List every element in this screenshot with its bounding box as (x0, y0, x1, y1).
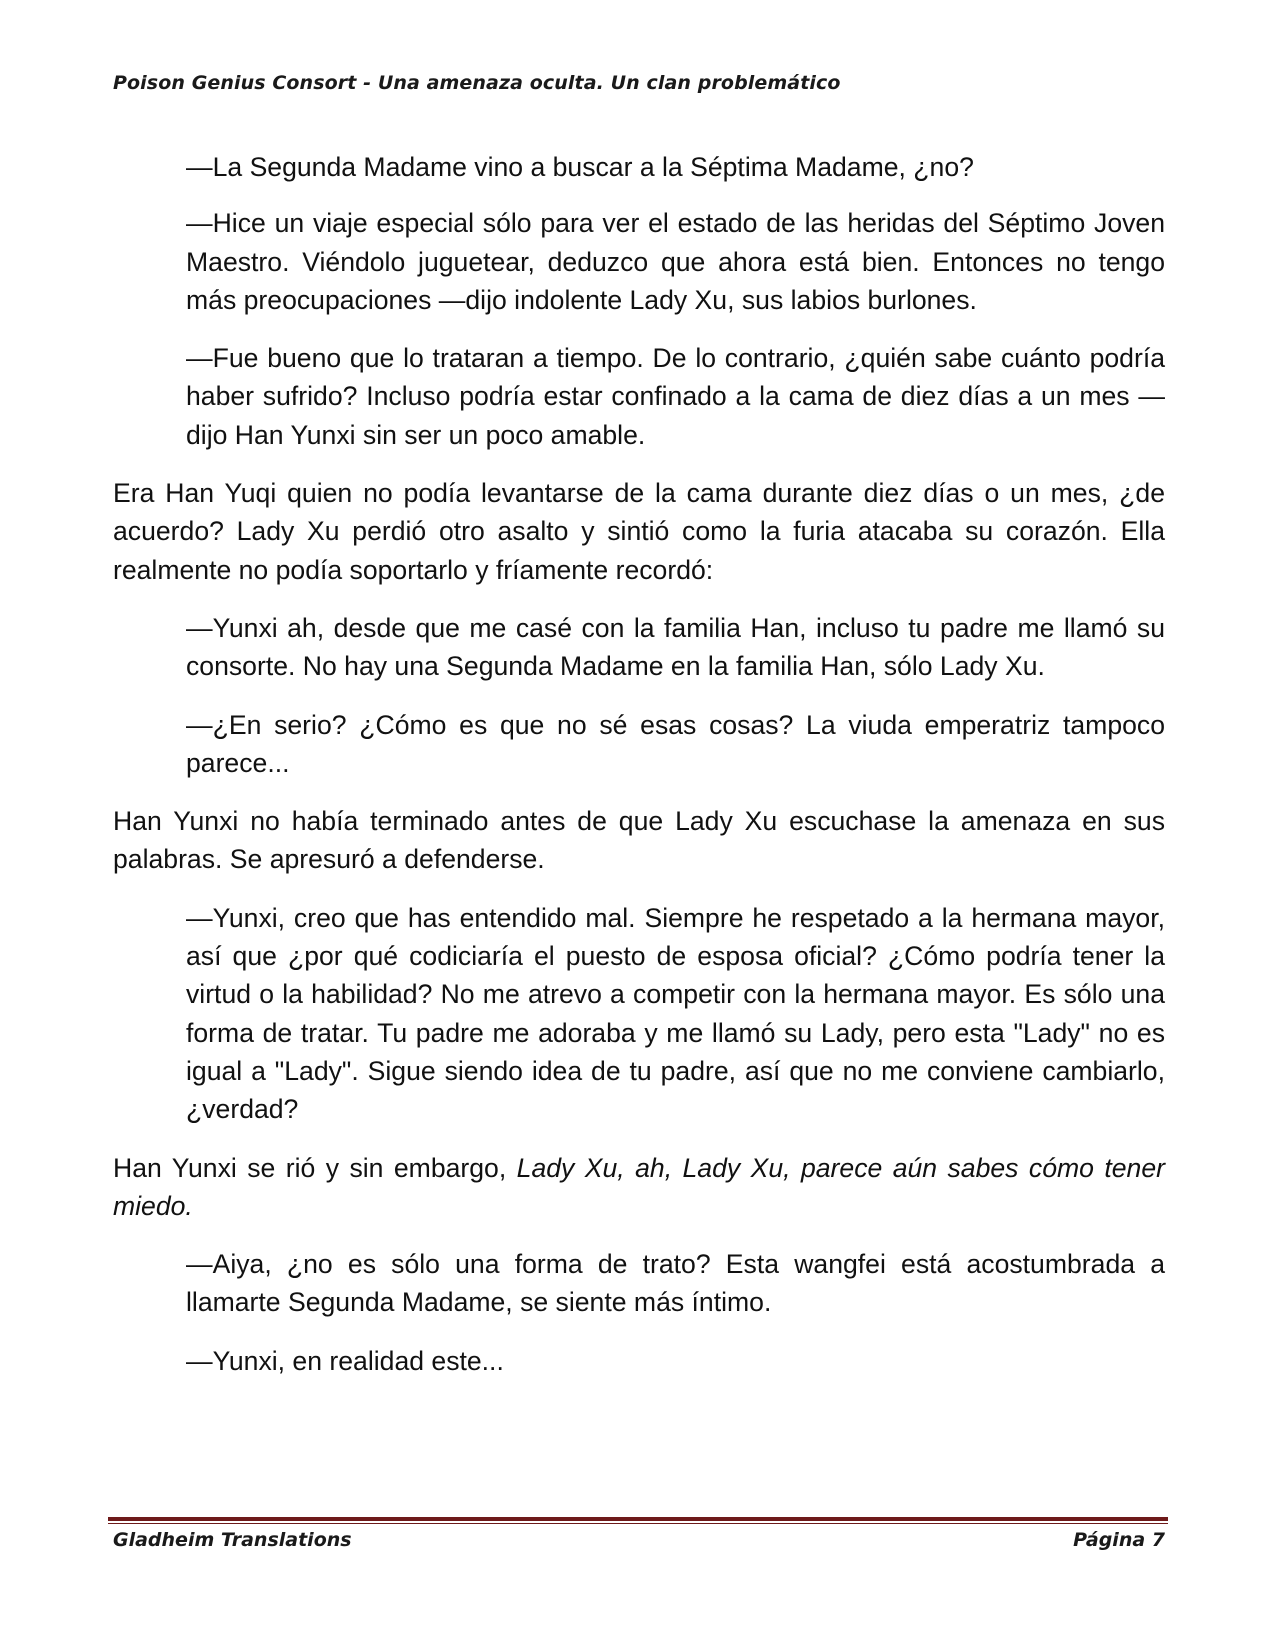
narration-paragraph: Han Yunxi no había terminado antes de que Lady Xu escuchase la amenaza en sus palabras. Se apresuró a defenderse. (113, 806, 1165, 875)
dialogue-paragraph: —La Segunda Madame vino a buscar a la Séptima Madame, ¿no? (186, 152, 974, 182)
inner-thought-text: Lady Xu, ah, Lady Xu, parece aún sabes cómo tener miedo. (113, 1152, 1165, 1221)
footer-rule-thin (108, 1523, 1168, 1524)
narration-paragraph: Era Han Yuqi quien no podía levantarse de la cama durante diez días o un mes, ¿de acuerdo? Lady Xu perdió otro asalto y sintió como la furia atacaba su corazón. Ella realmente no podía soportarlo y fríamente recordó: (113, 478, 1165, 585)
narration-paragraph (113, 1149, 1165, 1226)
dialogue-paragraph: —Yunxi, creo que has entendido mal. Siempre he respetado a la hermana mayor, así que ¿por qué codiciaría el puesto de esposa oficial? ¿Cómo podría tener la virtud o la habilidad? No me atrevo a competir con la hermana mayor. Es sólo una forma de tratar. Tu padre me adoraba y me llamó su Lady, pero esta "Lady" no es igual a "Lady". Sigue siendo idea de tu padre, así que no me conviene cambiarlo, ¿verdad? (186, 902, 1165, 1125)
dialogue-paragraph: —Fue bueno que lo trataran a tiempo. De lo contrario, ¿quién sabe cuánto podría haber sufrido? Incluso podría estar confinado a la cama de diez días a un mes —dijo Han Yunxi sin ser un poco amable. (186, 343, 1165, 450)
dialogue-paragraph: —Yunxi, en realidad este... (186, 1345, 504, 1376)
dialogue-paragraph: —Hice un viaje especial sólo para ver el estado de las heridas del Séptimo Joven Maestro. Viéndolo juguetear, deduzco que ahora está bien. Entonces no tengo más preocupaciones —dijo indolente Lady Xu, sus labios burlones. (186, 208, 1165, 315)
footer-rule (108, 1517, 1168, 1521)
running-header: Poison Genius Consort - Una amenaza oculta. Un clan problemático (113, 72, 841, 94)
dialogue-paragraph: —Yunxi ah, desde que me casé con la familia Han, incluso tu padre me llamó su consorte. No hay una Segunda Madame en la familia Han, sólo Lady Xu. (186, 612, 1165, 682)
dialogue-paragraph: —¿En serio? ¿Cómo es que no sé esas cosas? La viuda emperatriz tampoco parece... (186, 709, 1165, 778)
page-body (113, 148, 1165, 1400)
narration-text: Han Yunxi se rió y sin embargo, (113, 1152, 517, 1183)
footer-credit: Gladheim Translations (113, 1529, 352, 1551)
page-number: Página 7 (1073, 1529, 1165, 1551)
dialogue-paragraph: —Aiya, ¿no es sólo una forma de trato? Esta wangfei está acostumbrada a llamarte Segunda Madame, se siente más íntimo. (186, 1249, 1165, 1318)
